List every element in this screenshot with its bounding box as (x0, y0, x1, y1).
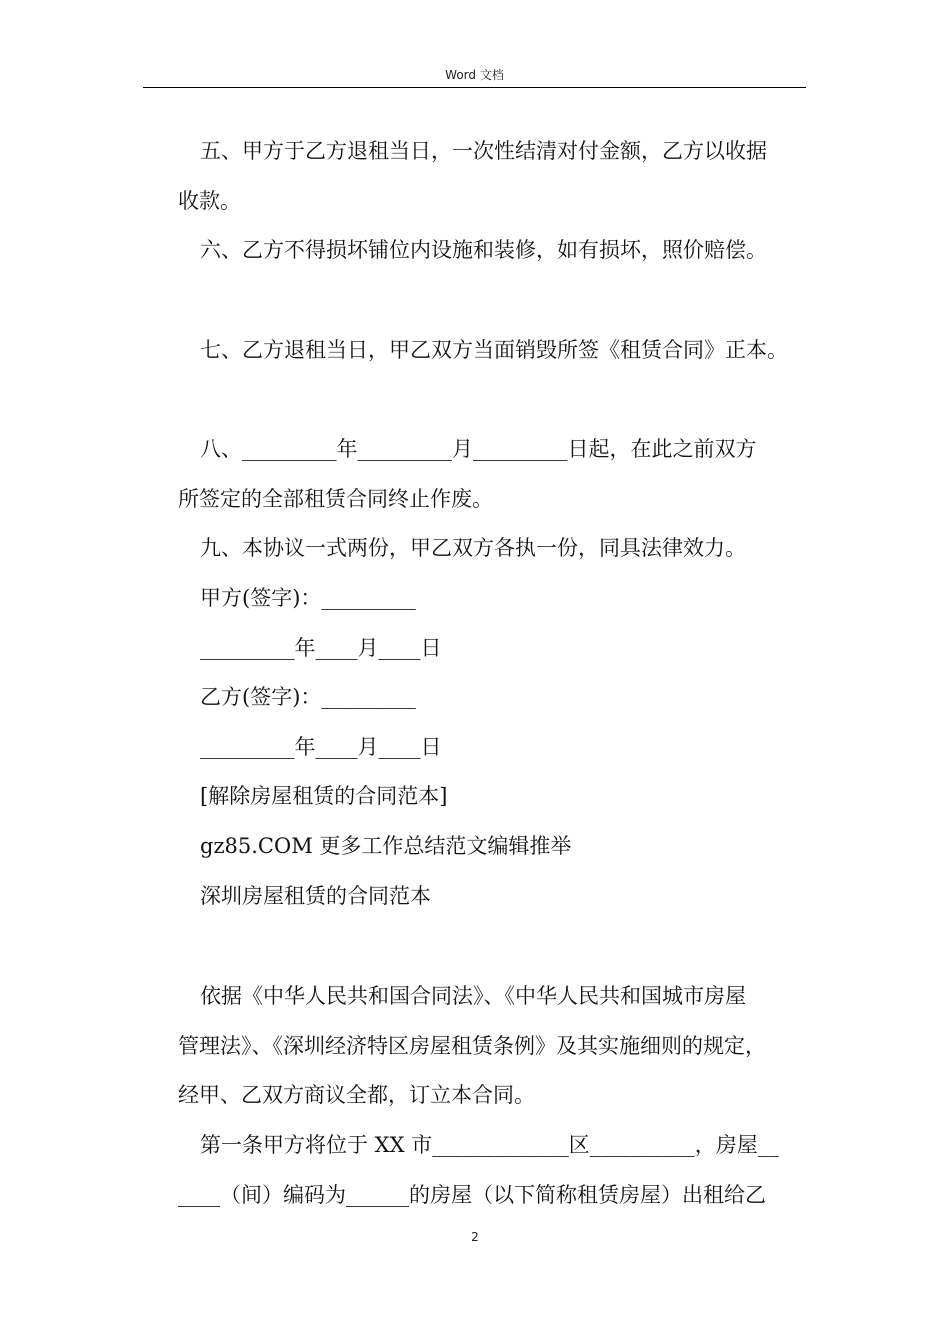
party-b-signature: 乙方(签字)：_________ (200, 685, 416, 709)
clause-7: 七、乙方退租当日，甲乙双方当面销毁所签《租赁合同》正本。 (200, 338, 788, 362)
document-tag: [解除房屋租赁的合同范本] (200, 784, 448, 808)
clause-8-line-1: 八、_________年_________月_________日起，在此之前双方 (200, 437, 757, 461)
party-a-date: _________年____月____日 (200, 636, 442, 660)
website-note: gz85.COM 更多工作总结范文编辑推举 (200, 834, 572, 858)
clause-5-line-1: 五、甲方于乙方退租当日，一次性结清对付金额，乙方以收据 (200, 139, 767, 163)
party-b-date: _________年____月____日 (200, 735, 442, 759)
clause-8-line-2: 所签定的全部租赁合同终止作废。 (178, 487, 493, 511)
preamble-line-1: 依据《中华人民共和国合同法》、《中华人民共和国城市房屋 (200, 984, 746, 1008)
page-number: 2 (471, 1230, 479, 1244)
header-divider (143, 87, 806, 88)
clause-9: 九、本协议一式两份，甲乙双方各执一份，同具法律效力。 (200, 536, 746, 560)
preamble-line-2: 管理法》、《深圳经济特区房屋租赁条例》及其实施细则的规定， (178, 1034, 766, 1058)
clause-6: 六、乙方不得损坏铺位内设施和装修，如有损坏，照价赔偿。 (200, 238, 767, 262)
section-title: 深圳房屋租赁的合同范本 (200, 884, 431, 908)
preamble-line-3: 经甲、乙双方商议全都，订立本合同。 (178, 1083, 535, 1107)
page-header: Word 文档 (445, 68, 504, 82)
clause-5-line-2: 收款。 (178, 189, 241, 213)
article-1-line-1: 第一条甲方将位于 XX 市_____________区__________，房屋__ (200, 1133, 779, 1157)
party-a-signature: 甲方(签字)：_________ (200, 586, 416, 610)
article-1-line-2: ____（间）编码为______的房屋（以下简称租赁房屋）出租给乙 (178, 1183, 766, 1207)
